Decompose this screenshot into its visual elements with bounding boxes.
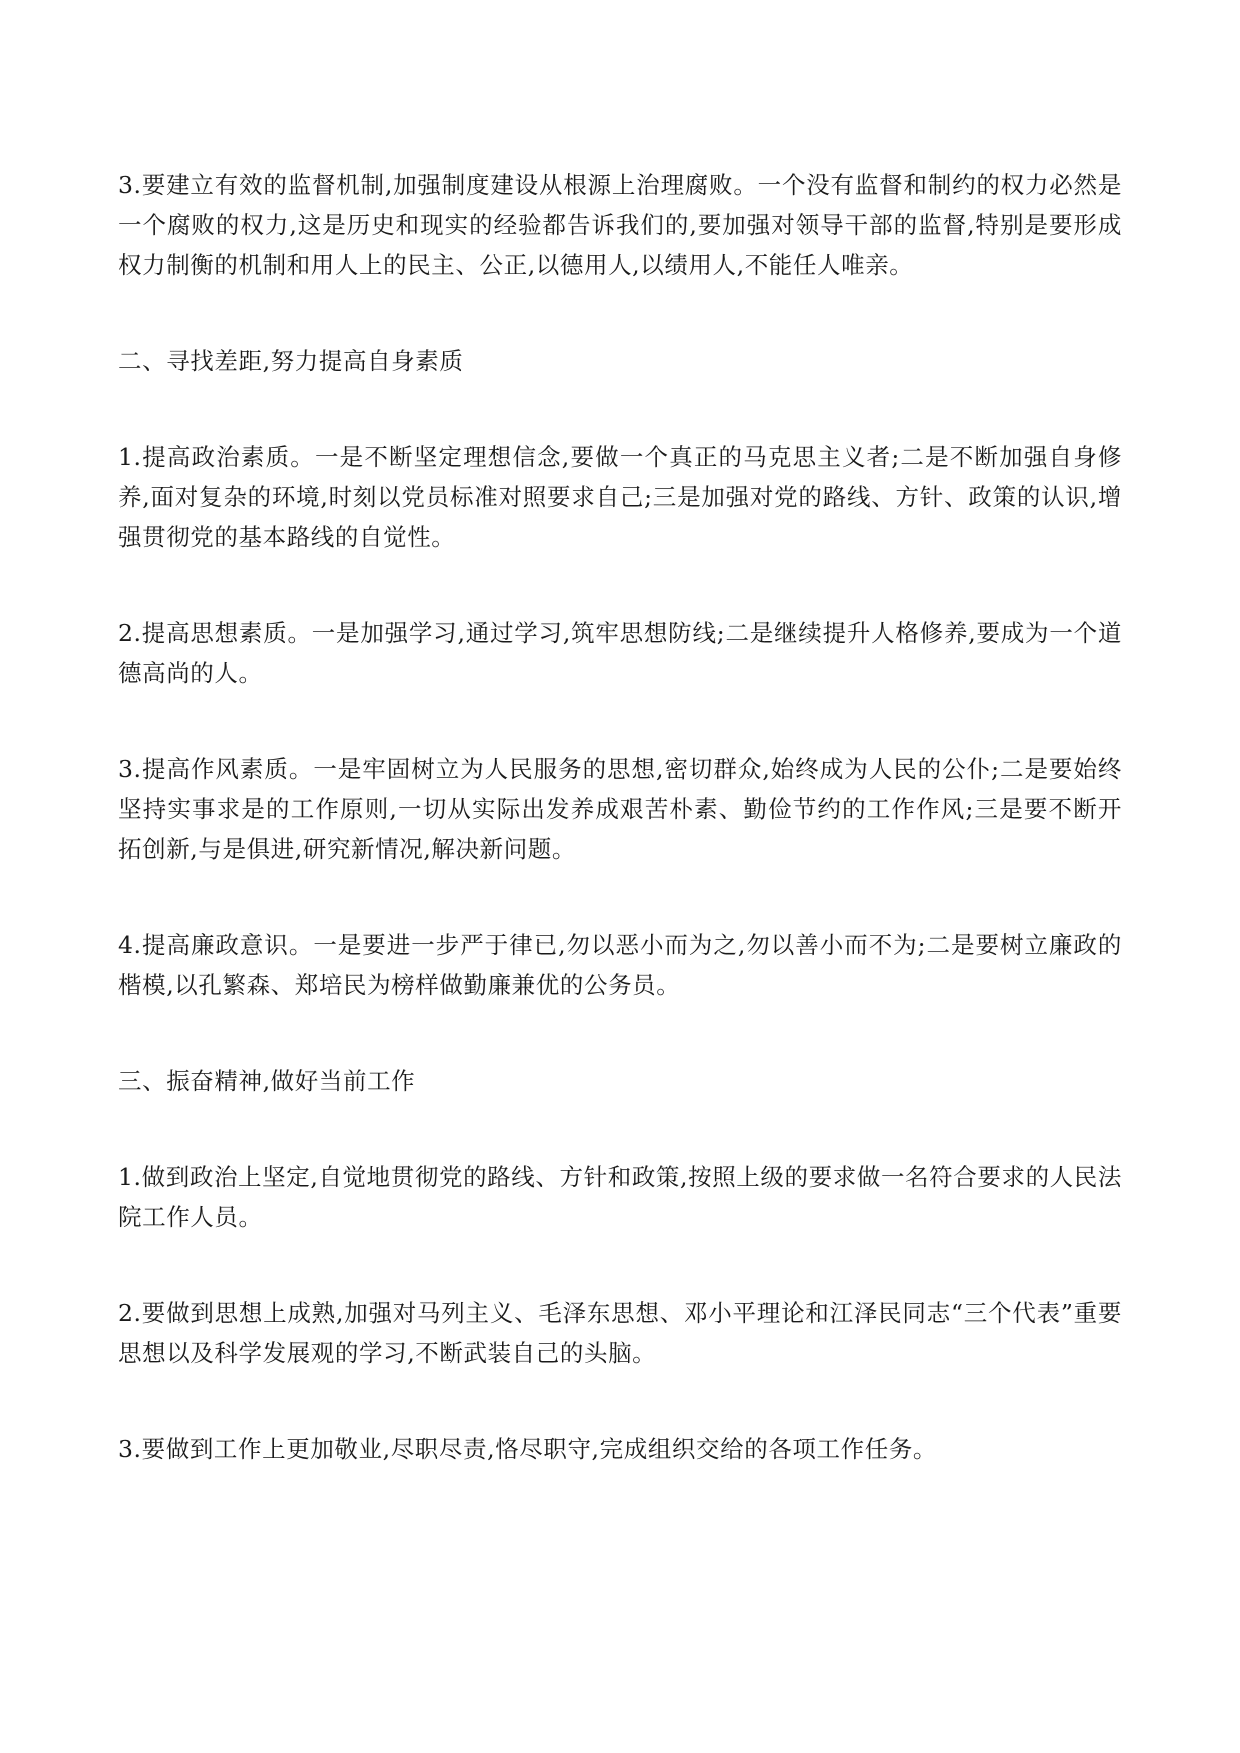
paragraph-integrity-awareness: 4.提高廉政意识。一是要进一步严于律已,勿以恶小而为之,勿以善小而不为;二是要树立廉政的楷模,以孔繁森、郑培民为榜样做勤廉兼优的公务员。 <box>118 931 1122 999</box>
paragraph-political-firmness: 1.做到政治上坚定,自觉地贯彻党的路线、方针和政策,按照上级的要求做一名符合要求的人民法院工作人员。 <box>118 1163 1122 1231</box>
paragraph-ideological-quality: 2.提高思想素质。一是加强学习,通过学习,筑牢思想防线;二是继续提升人格修养,要成为一个道德高尚的人。 <box>118 619 1122 687</box>
document-body <box>118 165 1122 1525</box>
paragraph-ideological-maturity: 2.要做到思想上成熟,加强对马列主义、毛泽东思想、邓小平理论和江泽民同志“三个代表”重要思想以及科学发展观的学习,不断武装自己的头脑。 <box>118 1299 1122 1367</box>
paragraph-political-quality: 1.提高政治素质。一是不断坚定理想信念,要做一个真正的马克思主义者;二是不断加强自身修养,面对复杂的环境,时刻以党员标准对照要求自己;三是加强对党的路线、方针、政策的认识,增强贯彻党的基本路线的自觉性。 <box>118 443 1122 551</box>
section-heading-2: 二、寻找差距,努力提高自身素质 <box>118 347 464 375</box>
paragraph-supervision-mechanism: 3.要建立有效的监督机制,加强制度建设从根源上治理腐败。一个没有监督和制约的权力必然是一个腐败的权力,这是历史和现实的经验都告诉我们的,要加强对领导干部的监督,特别是要形成权力制衡的机制和用人上的民主、公正,以德用人,以绩用人,不能任人唯亲。 <box>118 171 1122 279</box>
paragraph-work-dedication: 3.要做到工作上更加敬业,尽职尽责,恪尽职守,完成组织交给的各项工作任务。 <box>118 1435 938 1463</box>
section-heading-3: 三、振奋精神,做好当前工作 <box>118 1067 416 1095</box>
paragraph-work-style-quality: 3.提高作风素质。一是牢固树立为人民服务的思想,密切群众,始终成为人民的公仆;二是要始终坚持实事求是的工作原则,一切从实际出发养成艰苦朴素、勤俭节约的工作作风;三是要不断开拓创新,与是俱进,研究新情况,解决新问题。 <box>118 755 1122 863</box>
